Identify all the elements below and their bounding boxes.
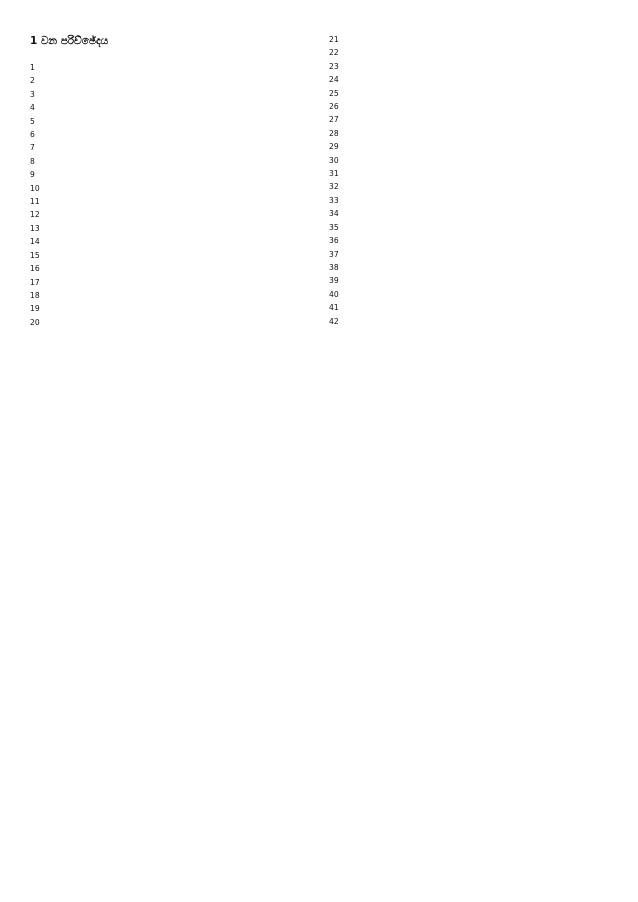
verse <box>30 129 311 141</box>
verse-number: 8 <box>30 156 35 166</box>
verse-number: 9 <box>30 170 35 180</box>
verse <box>329 101 610 113</box>
verse <box>30 263 311 275</box>
verse-number: 1 <box>30 63 35 72</box>
verse <box>329 316 610 328</box>
verse-number: 20 <box>30 317 40 327</box>
verse-number: 17 <box>30 277 40 287</box>
verse <box>30 223 311 235</box>
verse-number: 18 <box>30 290 40 300</box>
verse <box>30 277 311 289</box>
verse <box>30 169 311 181</box>
verse <box>329 88 610 100</box>
verse-number: 40 <box>329 289 339 299</box>
verse <box>329 195 610 207</box>
verse <box>329 289 610 301</box>
verse-number: 3 <box>30 89 35 99</box>
verse-number: 16 <box>30 264 40 274</box>
verse <box>329 235 610 247</box>
verse <box>30 196 311 208</box>
verse <box>30 317 311 329</box>
verse <box>30 142 311 154</box>
verse-number: 4 <box>30 103 35 113</box>
verse <box>329 74 610 86</box>
verse <box>30 156 311 168</box>
verse <box>329 181 610 193</box>
verse-number: 13 <box>30 223 40 233</box>
verse <box>329 275 610 287</box>
verse <box>30 62 311 74</box>
verse-number: 14 <box>30 237 40 247</box>
verse-number: 15 <box>30 250 40 260</box>
verse <box>30 102 311 114</box>
verse <box>30 209 311 221</box>
verse <box>329 47 610 59</box>
verse <box>329 155 610 167</box>
verse <box>30 303 311 315</box>
verse <box>329 208 610 220</box>
verse-number: 32 <box>329 182 339 192</box>
verse-number: 36 <box>329 236 339 246</box>
verse-number: 42 <box>329 316 339 326</box>
verse-number: 31 <box>329 169 339 179</box>
verse <box>329 61 610 73</box>
verse-number: 39 <box>329 276 339 286</box>
verse-number: 19 <box>30 304 40 314</box>
right-column <box>329 34 610 874</box>
verse-number: 5 <box>30 116 35 126</box>
verse <box>329 262 610 274</box>
verse <box>329 249 610 261</box>
verse <box>329 114 610 126</box>
left-column-verses <box>30 62 311 329</box>
verse <box>329 168 610 180</box>
verse <box>30 236 311 248</box>
verse <box>30 183 311 195</box>
verse-number: 30 <box>329 155 339 165</box>
verse-number: 10 <box>30 183 40 193</box>
document-page <box>30 34 610 874</box>
verse-number: 33 <box>329 195 339 205</box>
verse-number: 12 <box>30 210 40 220</box>
verse-number: 7 <box>30 143 35 153</box>
verse-number: 37 <box>329 249 339 259</box>
verse-number: 22 <box>329 48 339 58</box>
verse <box>329 141 610 153</box>
verse <box>30 75 311 87</box>
verse <box>329 34 610 46</box>
verse-number: 6 <box>30 130 35 140</box>
verse <box>30 290 311 302</box>
verse <box>30 250 311 262</box>
verse-number: 11 <box>30 197 40 207</box>
verse <box>30 116 311 128</box>
verse-number: 25 <box>329 88 339 98</box>
verse-number: 27 <box>329 115 339 125</box>
verse-number: 38 <box>329 262 339 272</box>
verse-number: 2 <box>30 76 35 86</box>
verse <box>30 89 311 101</box>
verse-number: 29 <box>329 142 339 152</box>
verse-number: 35 <box>329 222 339 232</box>
chapter-heading: 1 වන පරිච්ඡේදය <box>30 35 109 47</box>
verse-number: 28 <box>329 128 339 138</box>
left-column <box>30 34 311 874</box>
verse-number: 23 <box>329 61 339 71</box>
verse-number: 24 <box>329 75 339 85</box>
verse-number: 41 <box>329 303 339 313</box>
verse <box>329 128 610 140</box>
verse-number: 26 <box>329 102 339 112</box>
verse <box>329 222 610 234</box>
right-column-verses <box>329 34 610 328</box>
verse <box>329 302 610 314</box>
verse-number: 34 <box>329 209 339 219</box>
verse-number: 21 <box>329 35 339 44</box>
